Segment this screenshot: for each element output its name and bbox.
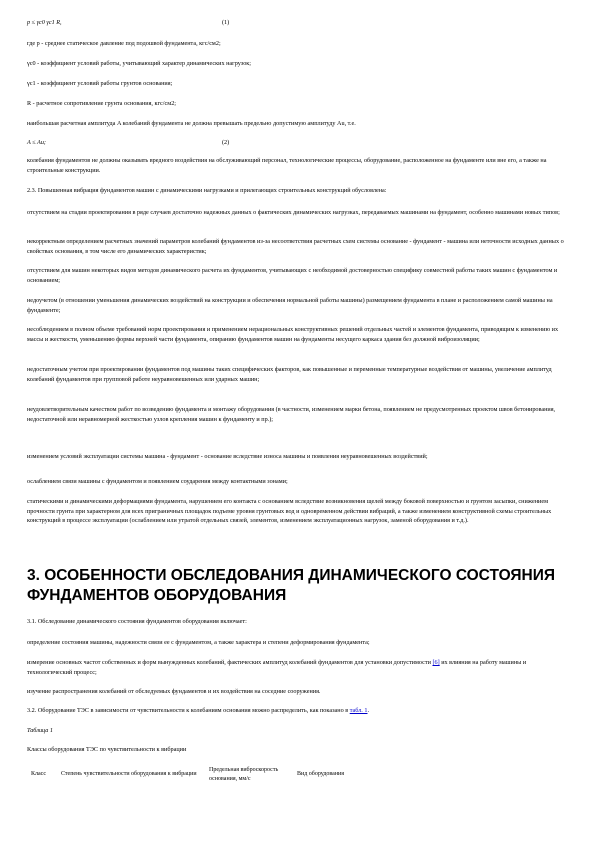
cause-item: отсутствием для машин некоторых видов методов динамического расчета их фундаментов, учитывающих с необходимой достоверностью специфику совместной работы таких машин с фундаментом и основанием;	[27, 267, 558, 284]
cause-item: некорректным определением расчетных значений параметров колебаний фундаментов из-за несоответствия расчетных схем системы основание - фундамент - машина или неточности исходных данных о свойствах основания, в том числе его динамических характеристик;	[27, 238, 564, 255]
cause-item: недостаточным учетом при проектировании фундаментов под машины таких специфических факторов, как повышенные и переменные температурные воздействия от машины, увеличение амплитуд колебаний фундаментов при групповой работе неуравновешенных или ударных машин;	[27, 366, 552, 383]
gamma-c1-definition: γc1 - коэффициент условий работы грунтов основания;	[27, 80, 173, 87]
table-header-row	[27, 766, 570, 783]
formula-2-number: (2)	[222, 139, 230, 146]
measurement-text-start: измерение основных частот собственных и форм вынужденных колебаний, фактических амплитуд колебаний фундаментов для установки допустимости	[27, 659, 433, 666]
formula-1-text: p ≤ γc0 γc1 R,	[27, 19, 62, 26]
measurement-text-end: их влияния на работу машины и технологический процесс;	[27, 659, 527, 676]
header-sensitivity: Степень чувствительности оборудования к вибрации	[61, 771, 197, 778]
vibration-effect-text: колебания фундаментов не должны оказывать вредного воздействия на обслуживающий персонал, технологические процессы, оборудование, расположенное на фундаменте или вне его, а также на строительные конструкции.	[27, 157, 547, 174]
cause-item: отсутствием на стадии проектирования в ряде случаев достаточно надежных данных о фактических динамических нагрузках, передаваемых машинами на фундамент, особенно машинами новых типов;	[27, 209, 560, 216]
gamma-c0-definition: γc0 - коэффициент условий работы, учитывающий характер динамических нагрузок;	[27, 60, 252, 67]
section-3-2-end: .	[367, 707, 370, 714]
cause-item: ослаблением связи машины с фундаментом и появлением соударения между контактными зонами;	[27, 478, 288, 485]
study-item: изучение распространения колебаний от обследуемых фундаментов и их воздействия на соседние сооружения.	[27, 688, 321, 695]
section-3-2	[27, 706, 570, 716]
measurement-item	[27, 658, 570, 677]
cause-item: недоучетом (в отношении уменьшения динамических воздействий на конструкции и обеспечения нормальной работы машины) размещением фундамента в плане и расположением самой машины на фундаменте;	[27, 297, 553, 314]
formula-1-number: (1)	[222, 19, 230, 26]
table-1-link[interactable]: табл. 1	[349, 707, 368, 714]
equipment-class-table	[27, 766, 570, 783]
amplitude-text: наибольшая расчетная амплитуда A колебаний фундамента не должна превышать предельно допустимую амплитуду Au, т.е.	[27, 120, 356, 127]
table-caption: Классы оборудования ТЭС по чувствительности к вибрации	[27, 746, 187, 753]
r-definition: R - расчетное сопротивление грунта основания, кгс/см2;	[27, 100, 177, 107]
formula-2	[27, 138, 570, 148]
section-3-1: 3.1. Обследование динамического состояния фундаментов оборудования включает:	[27, 618, 247, 625]
header-class: Класс	[31, 771, 46, 778]
header-equipment-type: Вид оборудования	[297, 771, 345, 778]
cause-item: изменением условий эксплуатации системы машина - фундамент - основание вследствие износа машины и появления неуравновешенных воздействий;	[27, 453, 428, 460]
reference-link-6[interactable]: [6]	[432, 659, 440, 666]
section-3-2-text: 3.2. Оборудование ТЭС в зависимости от чувствительности к колебаниям основания можно распределить, как показано в	[27, 707, 350, 714]
section-heading: 3. ОСОБЕННОСТИ ОБСЛЕДОВАНИЯ ДИНАМИЧЕСКОГО СОСТОЯНИЯ ФУНДАМЕНТОВ ОБОРУДОВАНИЯ	[27, 567, 556, 604]
where-intro: где p - среднее статическое давление под подошвой фундамента, кгс/см2;	[27, 40, 221, 47]
header-velocity: Предельная виброскорость основания, мм/с	[209, 767, 279, 782]
inspection-item: определение состояния машины, надежности связи ее с фундаментом, а также характера и степени деформирования фундамента;	[27, 639, 370, 646]
cause-item: статическими и динамическими деформациями фундамента, нарушением его контакта с основанием вследствие возникновения щелей между боковой поверхностью и грунтом засыпки, снижением прочности грунта при характерном для всех приграничных площадок подъеме уровня грунтовых вод и одновременном действии вибраций, а также изменением конструктивной схемы строительных конструкций в процессе эксплуатации (ослаблением или утратой отдельных связей, элементов, изменением эксплуатационных нагрузок, заменой оборудования и т.д.).	[27, 498, 552, 525]
cause-item: неудовлетворительным качеством работ по возведению фундамента и монтажу оборудования (в частности, изменением марки бетона, появлением не предусмотренных проектом швов бетонирования, недостаточной или неравномерной жесткостью узлов крепления машин к фундаменту и пр.);	[27, 406, 556, 423]
section-2-3: 2.3. Повышенная вибрация фундаментов машин с динамическими нагрузками и прилегающих строительных конструкций обусловлена:	[27, 187, 387, 194]
formula-2-text: A ≤ Au;	[27, 139, 46, 146]
cause-item: несоблюдением в полном объеме требований норм проектирования и применением нерациональных конструктивных решений отдельных частей и элементов фундамента, приводящим к изменению их массы и жесткости, уменьшению формы верхней части фундамента, опиранию фундаментов машин на фундаменты несущего каркаса здания без должной виброизоляции;	[27, 326, 559, 343]
table-label: Таблица 1	[27, 727, 53, 734]
formula-1	[27, 18, 570, 28]
